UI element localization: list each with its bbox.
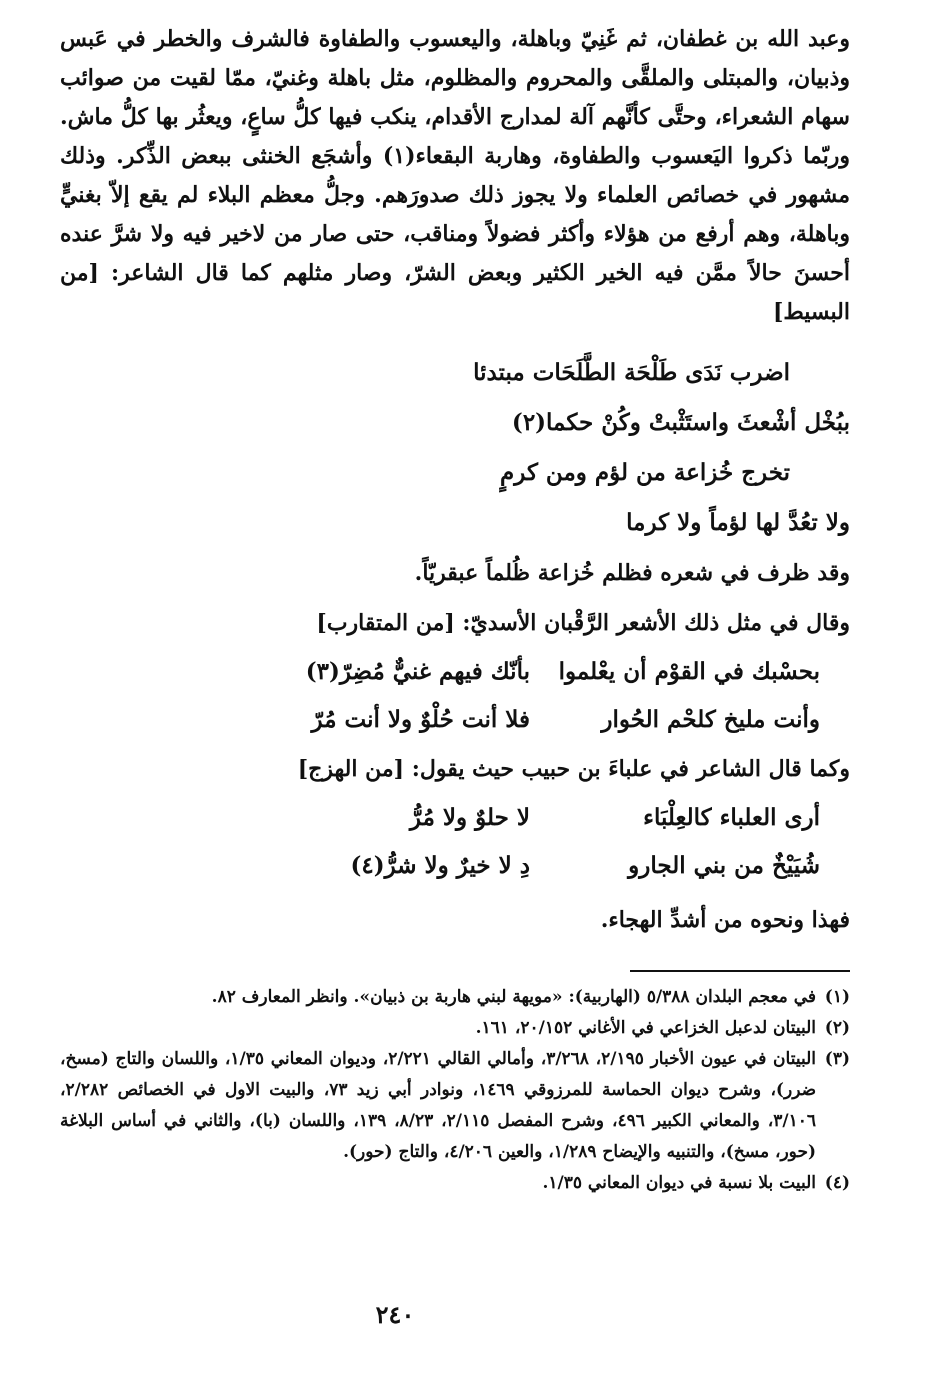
couplet — [60, 794, 850, 842]
main-paragraph-block — [60, 20, 850, 332]
footnote-text: البيتان لدعبل الخزاعي في الأغاني ٢٠/١٥٢، ١٦١. — [475, 1018, 816, 1038]
verse-intro-hazaj: وكما قال الشاعر في علباءَ بن حبيب حيث يقول: [من الهزج] — [297, 756, 850, 782]
footnote-number: (٢) — [824, 1018, 850, 1038]
closing-line: فهذا ونحوه من أشدِّ الهجاء. — [600, 907, 850, 933]
verse-line: ولا تعُدَّ لها لؤماً ولا كرما — [626, 509, 850, 536]
couplet — [60, 842, 850, 890]
verse-block-mutaqarib — [60, 648, 850, 744]
footnote-text: البيت بلا نسبة في ديوان المعاني ١/٣٥. — [542, 1173, 816, 1193]
second-hemistich: لا حلوٌ ولا مُرُّ — [409, 804, 530, 831]
footnote-text: البيتان في عيون الأخبار ٢/١٩٥، ٣/٢٦٨، وأمالي القالي ٢/٢٢١، وديوان المعاني ١/٣٥، واللسان والتاج (مسخ، ضرر)، وشرح ديوان الحماسة للمرزوقي ١٤٦٩، ونوادر أبي زيد ٧٣، والبيت الاول في الخصائص ٢/٢٨٢، ٣/١٠٦، والمعاني الكبير ٤٩٦، وشرح المفصل ٢/١١٥، ٨/٢٣، ١٣٩، واللسان (با)، والثاني في أساس البلاغة (حور، مسخ)، والتنبيه والإيضاح ١/٢٨٩، والعين ٤/٢٠٦، والتاج (حور). — [60, 1049, 817, 1162]
commentary-line: وقد ظرف في شعره فظلم خُزاعة ظُلماً عبقريّاً. — [414, 560, 850, 586]
footnote — [60, 1013, 850, 1044]
first-hemistich: أرى العلباء كالعِلْبَاء — [643, 804, 820, 831]
footnote — [60, 982, 850, 1013]
second-hemistich: فلا أنت حُلْوٌ ولا أنت مُرّ — [311, 706, 530, 733]
footnotes — [60, 982, 850, 1199]
second-hemistich: بأنّك فيهم غنيٌّ مُضِرّ(٣) — [305, 658, 530, 685]
first-hemistich: بحسْبك في القوْم أن يعْلموا — [558, 658, 820, 685]
footnote — [60, 1044, 850, 1168]
footnote-text: في معجم البلدان ٥/٣٨٨ (الهاربية): «مويهة لبني هاربة بن ذبيان». وانظر المعارف ٨٢. — [211, 987, 816, 1007]
main-paragraph: وعبد الله بن غطفان، ثم غَنِيّ وباهلة، واليعسوب والطفاوة فالشرف والخطر في عَبس وذبيان، والمبتلى والملقَّى والمحروم والمظلوم، مثل باهلة وغنيّ، ممّا لقيت من صوائب سهام الشعراء، وحتَّى كأنَّهم آلة لمدارج الأقدام، ينكب فيها كلُّ ساعٍ، ويعثُر بها كلُّ ماش. وربّما ذكروا اليَعسوب والطفاوة، وهاربة البقعاء(١) وأشجَع الخنثى ببعض الذِّكر. وذلك مشهور في خصائص العلماء ولا يجوز ذلك صدورَهم. وجلُّ معظم البلاء لم يقع إلاّ بغنيٍّ وباهلة، وهم أرفع من هؤلاء وأكثر فضولاً ومناقب، حتى صار من لاخير فيه ولا شرَّ عنده أحسنَ حالاً ممَّن فيه الخير الكثير وبعض الشرّ، وصار مثلهم كما قال الشاعر: [من البسيط] — [60, 26, 851, 325]
verse-line: ببُخْل أشْعثَ واستَثْبتْ وكُنْ حكما(٢) — [511, 409, 850, 436]
couplet — [60, 648, 850, 696]
verse-block-hazaj — [60, 794, 850, 890]
second-hemistich: دِ لا خيرٌ ولا شرُّ(٤) — [350, 852, 530, 879]
first-hemistich: شُيَيْخٌ من بني الجارو — [628, 852, 820, 879]
footnote — [60, 1168, 850, 1199]
footnote-number: (١) — [824, 987, 850, 1007]
footnote-divider — [630, 970, 850, 972]
book-page — [60, 20, 850, 1360]
couplet — [60, 696, 850, 744]
verse-block-basit — [60, 348, 850, 548]
footnote-number: (٣) — [824, 1049, 850, 1069]
verse-line: اضرب نَدَى طَلْحَة الطَّلَحَات مبتدئا — [473, 359, 790, 386]
footnote-number: (٤) — [824, 1173, 850, 1193]
verse-line: تخرج خُزاعة من لؤم ومن كرمٍ — [500, 459, 790, 486]
verse-intro-mutaqarib: وقال في مثل ذلك الأشعر الرَّقْبان الأسديّ: [من المتقارب] — [316, 610, 850, 636]
page-number: ٢٤٠ — [375, 1300, 415, 1329]
first-hemistich: وأنت مليخ كلحْم الحُوار — [601, 706, 820, 733]
